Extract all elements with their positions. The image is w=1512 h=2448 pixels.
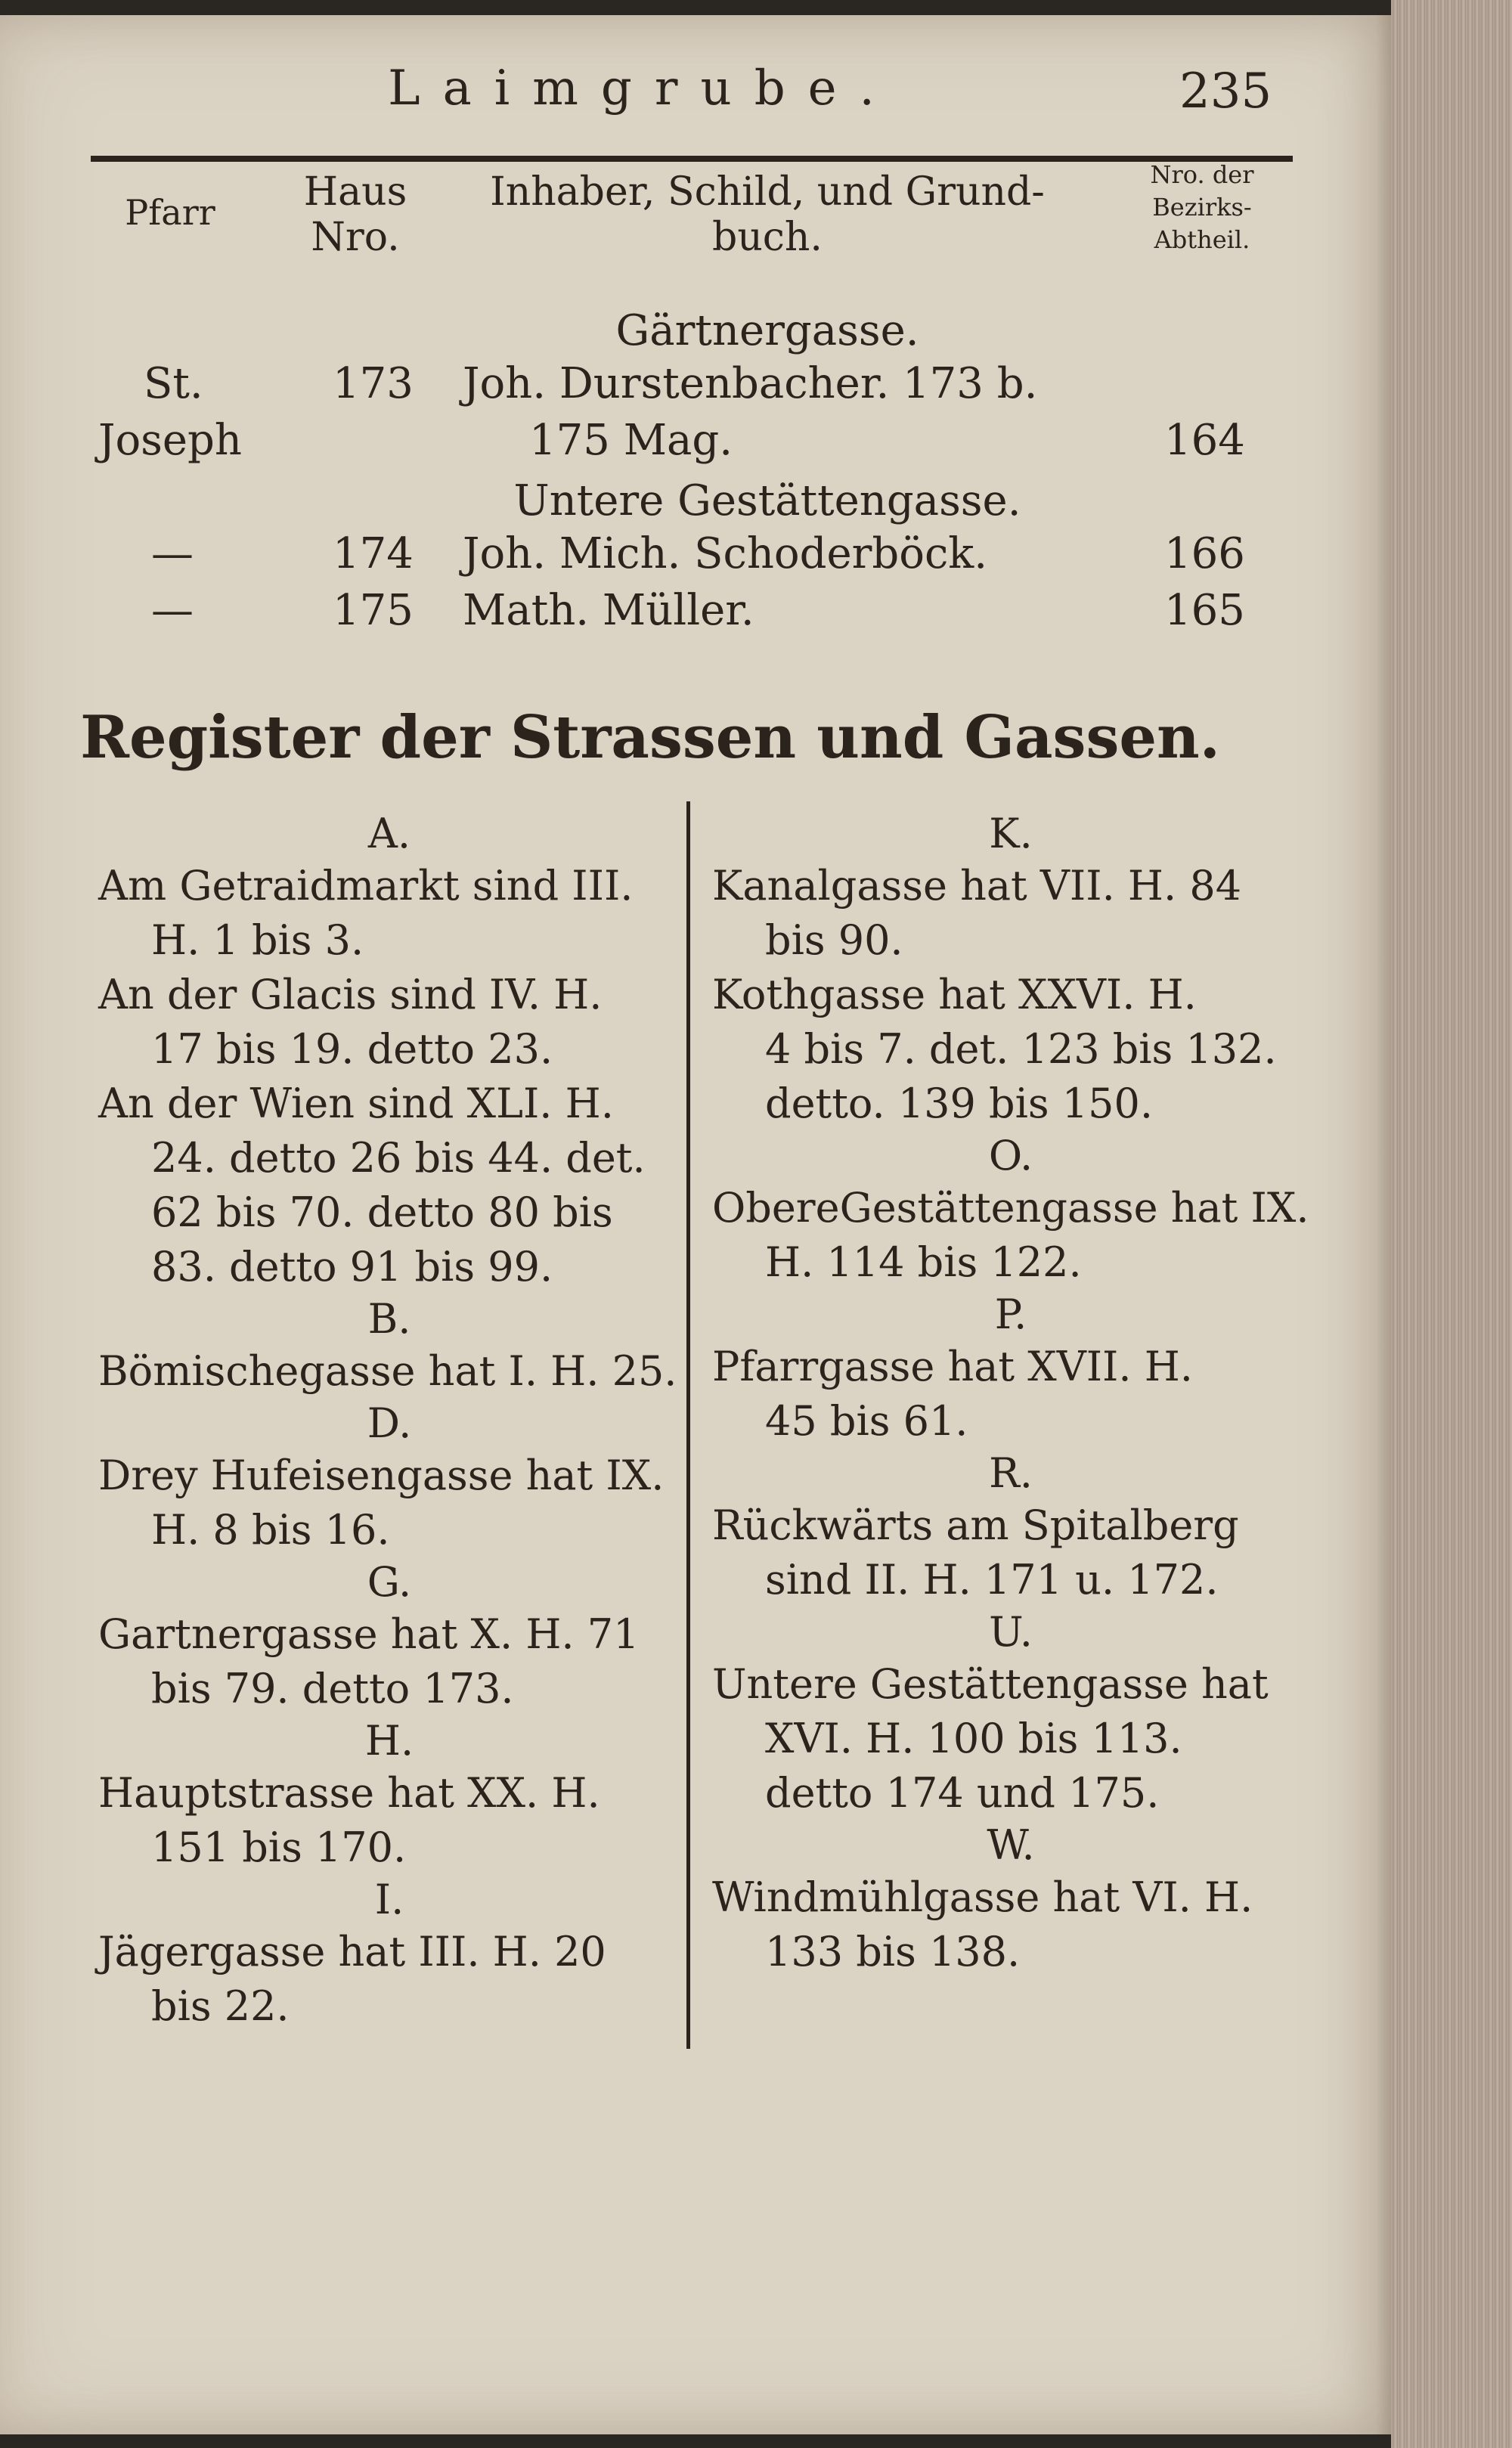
column-header-inhaber-line2: buch.	[712, 214, 823, 260]
register-entry-line: 17 bis 19. detto 23.	[151, 1025, 553, 1073]
register-entry	[712, 1181, 1309, 1290]
cell-inhaber: 175 Mag.	[529, 416, 733, 465]
register-entry-line: Am Getraidmarkt sind III.	[98, 862, 634, 909]
register-entry-line: Drey Hufeisengasse hat IX.	[98, 1452, 665, 1499]
register-entry-line: detto 174 und 175.	[765, 1769, 1160, 1817]
register-letter-heading: H.	[364, 1717, 414, 1765]
section-heading: Gärtnergasse.	[615, 306, 919, 355]
book-edge	[1391, 0, 1512, 2448]
cell-haus: 174	[333, 529, 414, 578]
register-entry-line: bis 79. detto 173.	[151, 1665, 514, 1712]
register-entry	[98, 1344, 680, 1399]
cell-pfarr: —	[151, 529, 194, 578]
column-header-nro-line1: Nro. der	[1150, 160, 1254, 189]
register-letter-heading: O.	[988, 1132, 1033, 1179]
register-entry	[98, 968, 680, 1077]
register-entry	[98, 859, 680, 968]
register-letter-heading: A.	[367, 810, 411, 857]
register-entry	[98, 1077, 680, 1294]
register-entry-line: 62 bis 70. detto 80 bis	[151, 1188, 613, 1236]
register-entry-line: Untere Gestättengasse hat	[712, 1660, 1269, 1708]
cell-nro: 165	[1164, 586, 1245, 635]
register-entry-line: Hauptstrasse hat XX. H.	[98, 1769, 600, 1817]
register-entry-line: XVI. H. 100 bis 113.	[765, 1715, 1182, 1762]
register-entry	[98, 1766, 680, 1875]
cell-haus: 175	[333, 586, 414, 635]
register-entry-line: 24. detto 26 bis 44. det.	[151, 1134, 646, 1182]
cell-inhaber: Joh. Durstenbacher. 173 b.	[463, 359, 1038, 408]
column-header-nro-line2: Bezirks-	[1152, 193, 1252, 222]
cell-inhaber: Math. Müller.	[463, 586, 754, 635]
register-entry	[712, 1340, 1309, 1449]
register-entry-line: Pfarrgasse hat XVII. H.	[712, 1343, 1193, 1390]
cell-haus: 173	[333, 359, 414, 408]
register-entry-line: 45 bis 61.	[765, 1397, 968, 1445]
register-entry-line: Kothgasse hat XXVI. H.	[712, 971, 1197, 1018]
section-heading: Untere Gestättengasse.	[513, 476, 1021, 525]
register-entry-line: ObereGestättengasse hat IX.	[712, 1184, 1309, 1232]
register-entry-line: An der Glacis sind IV. H.	[98, 971, 603, 1018]
column-divider	[686, 801, 690, 2049]
register-entry-line: Kanalgasse hat VII. H. 84	[712, 862, 1242, 909]
register-letter-heading: D.	[367, 1399, 412, 1447]
register-entry	[98, 1449, 680, 1557]
register-entry-line: Rückwärts am Spitalberg	[712, 1501, 1239, 1549]
cell-inhaber: Joh. Mich. Schoderböck.	[463, 529, 988, 578]
register-entry-line: 83. detto 91 bis 99.	[151, 1243, 553, 1291]
column-header-pfarr-label: Pfarr	[125, 192, 215, 233]
register-entry	[712, 1870, 1309, 1979]
column-header-pfarr	[98, 193, 242, 233]
cell-pfarr: St.	[144, 359, 203, 408]
register-entry-line: H. 8 bis 16.	[151, 1506, 390, 1554]
register-entry	[712, 1498, 1309, 1607]
register-title: Register der Strassen und Gassen.	[80, 703, 1220, 772]
register-letter-heading: P.	[994, 1291, 1027, 1338]
column-header-nro-line3: Abtheil.	[1154, 225, 1250, 255]
register-entry-line: An der Wien sind XLI. H.	[98, 1080, 614, 1127]
register-letter-heading: K.	[989, 810, 1033, 857]
register-entry-line: H. 1 bis 3.	[151, 916, 364, 964]
column-header-haus-line1: Haus	[303, 169, 407, 215]
register-column-left	[98, 809, 680, 2034]
column-header-haus	[287, 170, 423, 261]
register-entry-line: Jägergasse hat III. H. 20	[98, 1928, 606, 1975]
register-letter-heading: R.	[989, 1449, 1033, 1497]
register-letter-heading: U.	[989, 1608, 1033, 1656]
register-entry-line: H. 114 bis 122.	[765, 1238, 1082, 1286]
register-entry-line: Bömischegasse hat I. H. 25.	[98, 1347, 677, 1395]
register-entry	[712, 1657, 1309, 1821]
register-entry	[712, 859, 1309, 968]
register-letter-heading: B.	[367, 1295, 411, 1343]
column-header-inhaber-line1: Inhaber, Schild, und Grund-	[490, 169, 1045, 215]
register-entry-line: Windmühlgasse hat VI. H.	[712, 1873, 1253, 1921]
register-letter-heading: I.	[374, 1876, 404, 1923]
register-entry	[98, 1607, 680, 1716]
register-entry	[98, 1925, 680, 2034]
register-column-right	[712, 809, 1309, 1979]
register-entry-line: bis 22.	[151, 1982, 290, 2030]
cell-pfarr: Joseph	[98, 416, 242, 465]
register-entry-line: sind II. H. 171 u. 172.	[765, 1556, 1219, 1604]
register-entry-line: Gartnergasse hat X. H. 71	[98, 1610, 640, 1658]
column-header-nro	[1111, 159, 1293, 257]
cell-nro: 166	[1164, 529, 1245, 578]
column-header-inhaber	[454, 170, 1081, 261]
register-entry-line: detto. 139 bis 150.	[765, 1080, 1153, 1127]
cell-pfarr: —	[151, 586, 194, 635]
column-header-haus-line2: Nro.	[311, 214, 400, 260]
cell-nro: 164	[1164, 416, 1245, 465]
register-entry-line: 133 bis 138.	[765, 1928, 1021, 1975]
running-title: Laimgrube.	[388, 60, 897, 116]
page-number: 235	[1179, 64, 1272, 119]
register-letter-heading: G.	[367, 1558, 412, 1606]
register-entry	[712, 968, 1309, 1131]
register-entry-line: bis 90.	[765, 916, 903, 964]
register-entry-line: 151 bis 170.	[151, 1824, 407, 1871]
register-letter-heading: W.	[987, 1821, 1035, 1869]
register-entry-line: 4 bis 7. det. 123 bis 132.	[765, 1025, 1277, 1073]
